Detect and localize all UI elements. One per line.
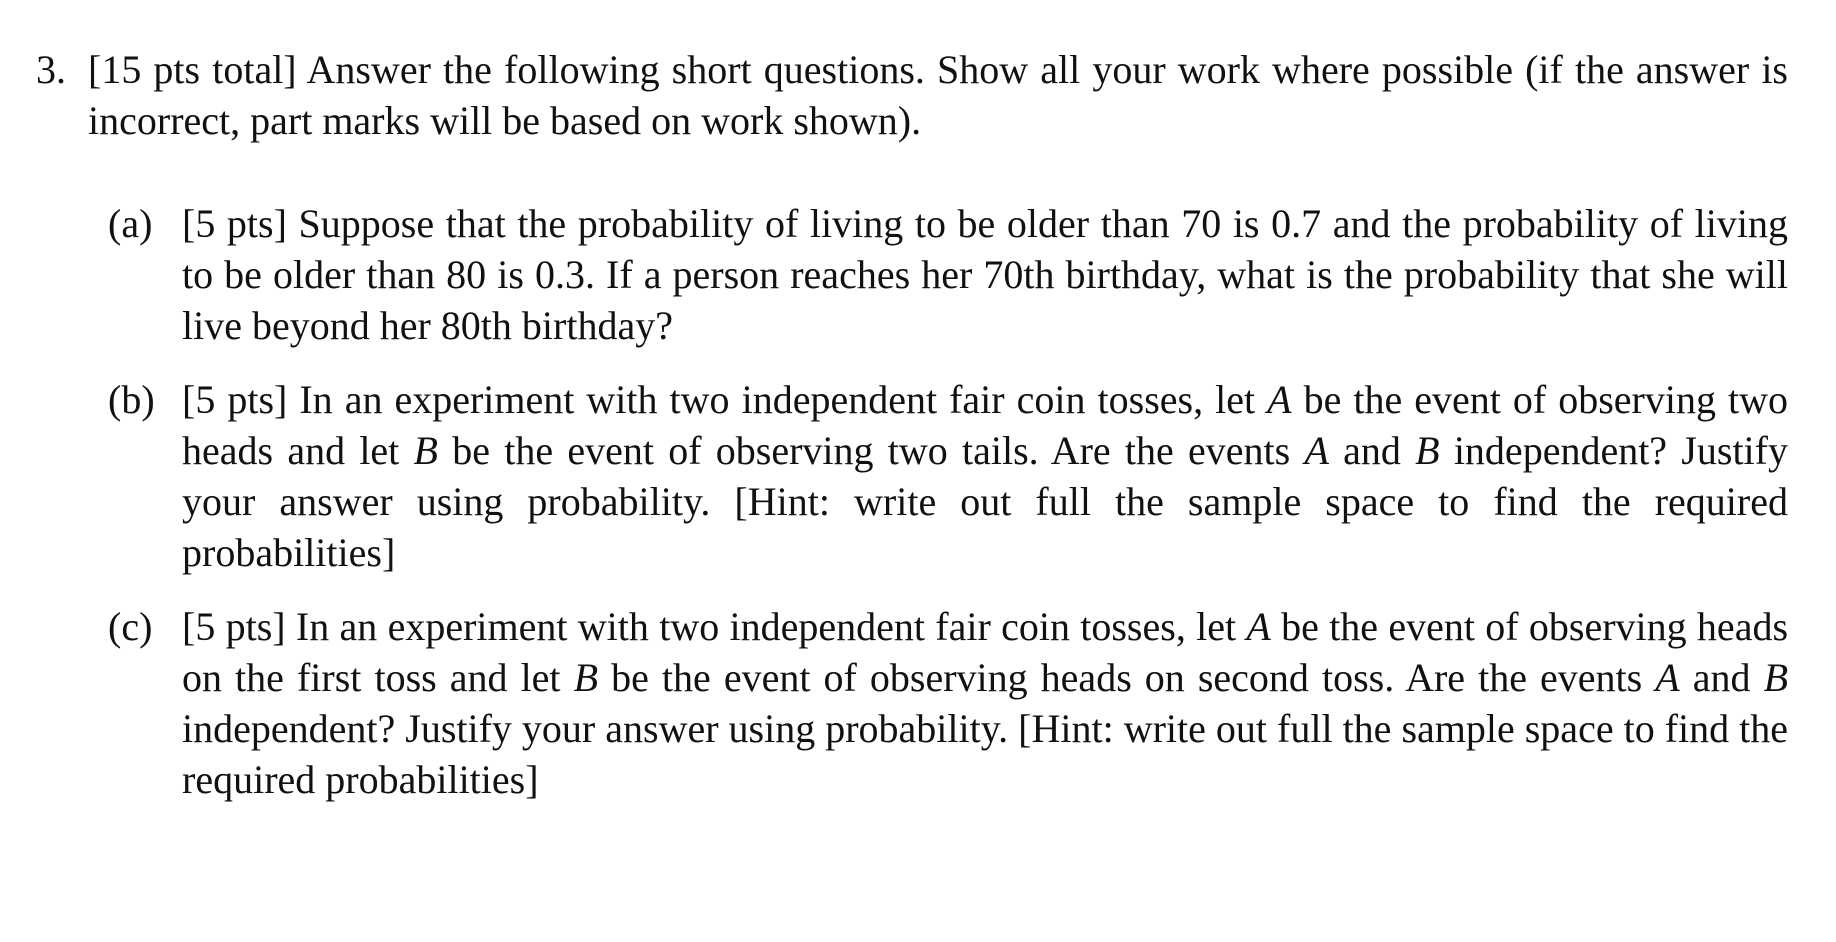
part-a — [108, 198, 1788, 351]
part-b-text-1: [5 pts] In an experiment with two independent fair coin tosses, let — [182, 377, 1268, 422]
part-c-label: (c) — [108, 604, 153, 649]
part-b-text-3: be the event of observing two tails. Are the events — [437, 428, 1305, 473]
part-b-text-4: and — [1328, 428, 1416, 473]
part-c-var-a-2: A — [1655, 655, 1680, 700]
part-c-var-a: A — [1246, 604, 1271, 649]
part-c-text-5: independent? Justify your answer using probability. [Hint: write out full the sample space to find the required probabilities] — [182, 706, 1788, 802]
part-c-var-b: B — [573, 655, 599, 700]
part-b-var-a-2: A — [1304, 428, 1329, 473]
part-c — [108, 601, 1788, 805]
part-c-text-1: [5 pts] In an experiment with two independent fair coin tosses, let — [182, 604, 1247, 649]
part-b-var-b: B — [413, 428, 438, 473]
part-c-text-3: be the event of observing heads on second toss. Are the events — [598, 655, 1656, 700]
part-b-var-a: A — [1267, 377, 1292, 422]
question-intro: [15 pts total] Answer the following short questions. Show all your work where possible (if the answer is incorrect, part marks will be based on work shown). — [88, 47, 1788, 143]
part-b-text-2: be the event of observing two heads and let — [182, 377, 1788, 473]
part-a-text: [5 pts] Suppose that the probability of living to be older than 70 is 0.7 and the probability of living to be older than 80 is 0.3. If a person reaches her 70th birthday, what is the probability that she will live beyond her 80th birthday? — [182, 201, 1788, 348]
part-b-text-5: independent? Justify your answer using probability. [Hint: write out full the sample space to find the required probabilities] — [182, 428, 1788, 575]
part-c-text — [182, 601, 1788, 805]
part-b-label: (b) — [108, 377, 155, 422]
question-header — [36, 44, 1788, 146]
question-parts — [36, 198, 1788, 805]
question-3 — [36, 44, 1788, 828]
question-number: 3. — [36, 47, 66, 92]
part-a-label: (a) — [108, 201, 153, 246]
part-b — [108, 374, 1788, 578]
part-c-text-4: and — [1679, 655, 1764, 700]
part-c-var-b-2: B — [1763, 655, 1789, 700]
part-b-var-b-2: B — [1415, 428, 1440, 473]
part-c-text-2: be the event of observing heads on the first toss and let — [182, 604, 1789, 700]
part-b-text — [182, 374, 1788, 578]
